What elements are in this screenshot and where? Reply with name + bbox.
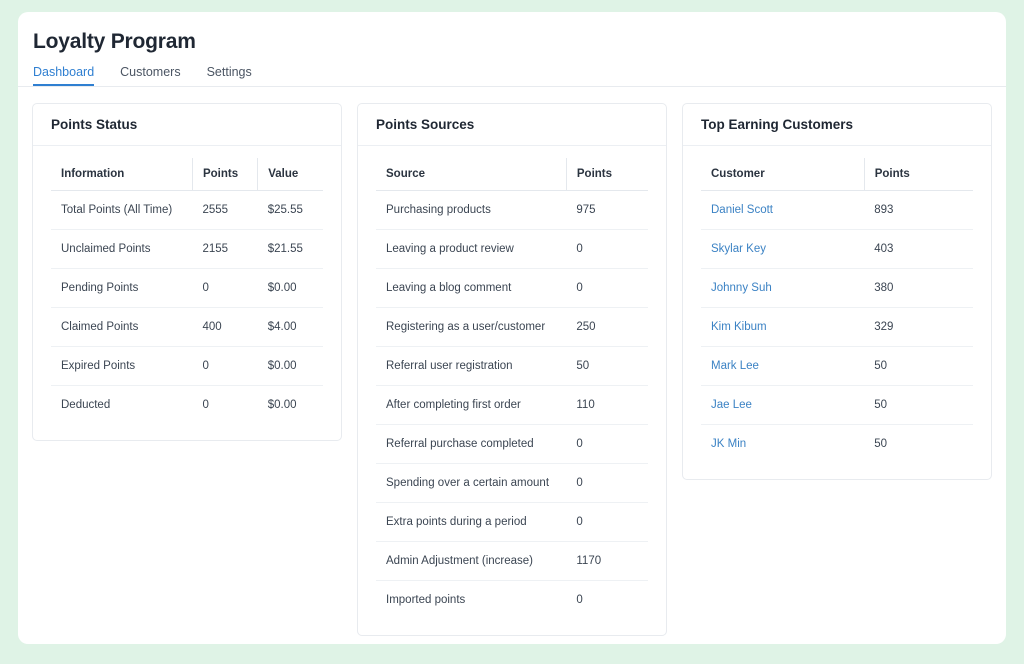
page-title: Loyalty Program <box>33 30 196 53</box>
cell-source: Registering as a user/customer <box>376 308 566 347</box>
customer-link[interactable]: Jae Lee <box>701 386 864 425</box>
cell-points: 2555 <box>192 191 257 230</box>
table-row <box>376 542 648 581</box>
cell-points: 0 <box>566 464 648 503</box>
table-row <box>51 230 323 269</box>
tab-bar <box>18 54 1006 87</box>
cell-points: 380 <box>864 269 973 308</box>
table-row <box>376 581 648 620</box>
cell-information: Deducted <box>61 399 111 411</box>
cell-points: 403 <box>864 230 973 269</box>
column-header-customer: Customer <box>701 158 864 191</box>
cell-value: $4.00 <box>258 308 323 347</box>
table-row <box>376 269 648 308</box>
table-row <box>51 269 323 308</box>
tab-dashboard[interactable]: Dashboard <box>33 65 94 86</box>
points-status-body <box>33 146 341 440</box>
table-header-row <box>376 158 648 191</box>
cell-value: $21.55 <box>258 230 323 269</box>
cell-points: 0 <box>576 594 583 606</box>
cell-information: Total Points (All Time) <box>51 191 192 230</box>
table-row <box>376 230 648 269</box>
top-earning-customers-title: Top Earning Customers <box>683 104 991 146</box>
cell-source: Referral purchase completed <box>376 425 566 464</box>
table-row <box>701 425 973 464</box>
top-earning-customers-card <box>682 103 992 480</box>
table-row <box>376 503 648 542</box>
points-status-title: Points Status <box>33 104 341 146</box>
cell-points: 0 <box>192 347 257 386</box>
table-header-row <box>701 158 973 191</box>
points-sources-title: Points Sources <box>358 104 666 146</box>
customer-link[interactable]: Mark Lee <box>701 347 864 386</box>
cell-points: 50 <box>874 438 887 450</box>
cell-information: Expired Points <box>51 347 192 386</box>
table-row <box>376 308 648 347</box>
table-row <box>701 269 973 308</box>
cell-source: Extra points during a period <box>376 503 566 542</box>
cell-points: 400 <box>192 308 257 347</box>
cell-points: 50 <box>566 347 648 386</box>
cell-points: 975 <box>566 191 648 230</box>
points-sources-body <box>358 146 666 635</box>
table-row <box>51 386 323 425</box>
cell-source: After completing first order <box>376 386 566 425</box>
table-row <box>376 464 648 503</box>
cell-points: 1170 <box>566 542 648 581</box>
loyalty-program-panel <box>18 12 1006 644</box>
column-header-points: Points <box>864 158 973 191</box>
cell-points: 250 <box>566 308 648 347</box>
points-status-table <box>51 158 323 424</box>
table-row <box>701 386 973 425</box>
table-row <box>701 191 973 230</box>
customer-link[interactable]: JK Min <box>711 438 747 450</box>
column-header-value: Value <box>258 158 323 191</box>
cell-source: Referral user registration <box>376 347 566 386</box>
cell-source: Admin Adjustment (increase) <box>376 542 566 581</box>
cell-points: 0 <box>192 269 257 308</box>
points-status-card <box>32 103 342 441</box>
cell-points: 0 <box>566 269 648 308</box>
cell-points: 0 <box>566 230 648 269</box>
cell-information: Claimed Points <box>51 308 192 347</box>
customer-link[interactable]: Kim Kibum <box>701 308 864 347</box>
points-sources-card <box>357 103 667 636</box>
top-earning-customers-body <box>683 146 991 479</box>
table-row <box>701 347 973 386</box>
customer-link[interactable]: Daniel Scott <box>701 191 864 230</box>
cell-points: 2155 <box>192 230 257 269</box>
tab-settings[interactable]: Settings <box>206 65 252 79</box>
column-header-source: Source <box>376 158 566 191</box>
cell-value: $0.00 <box>258 347 323 386</box>
top-earning-customers-table <box>701 158 973 463</box>
cell-points: 0 <box>202 399 209 411</box>
dashboard-columns <box>18 87 1006 636</box>
cell-points: 50 <box>864 347 973 386</box>
table-row <box>376 347 648 386</box>
column-header-points: Points <box>566 158 648 191</box>
cell-source: Imported points <box>386 594 466 606</box>
cell-value: $0.00 <box>258 269 323 308</box>
table-row <box>51 308 323 347</box>
customer-link[interactable]: Skylar Key <box>701 230 864 269</box>
cell-points: 110 <box>566 386 648 425</box>
customer-link[interactable]: Johnny Suh <box>701 269 864 308</box>
table-row <box>51 347 323 386</box>
cell-points: 893 <box>864 191 973 230</box>
table-row <box>376 425 648 464</box>
tab-customers[interactable]: Customers <box>120 65 181 79</box>
cell-information: Pending Points <box>51 269 192 308</box>
table-row <box>701 230 973 269</box>
table-row <box>376 386 648 425</box>
cell-points: 50 <box>864 386 973 425</box>
cell-source: Purchasing products <box>376 191 566 230</box>
table-row <box>376 191 648 230</box>
table-row <box>701 308 973 347</box>
table-row <box>51 191 323 230</box>
column-header-information: Information <box>51 158 192 191</box>
cell-source: Leaving a blog comment <box>376 269 566 308</box>
cell-points: 0 <box>566 503 648 542</box>
table-header-row <box>51 158 323 191</box>
cell-points: 329 <box>864 308 973 347</box>
points-sources-table <box>376 158 648 619</box>
cell-value: $25.55 <box>258 191 323 230</box>
cell-points: 0 <box>566 425 648 464</box>
cell-value: $0.00 <box>267 399 297 411</box>
cell-source: Leaving a product review <box>376 230 566 269</box>
cell-source: Spending over a certain amount <box>376 464 566 503</box>
cell-information: Unclaimed Points <box>51 230 192 269</box>
column-header-points: Points <box>192 158 257 191</box>
